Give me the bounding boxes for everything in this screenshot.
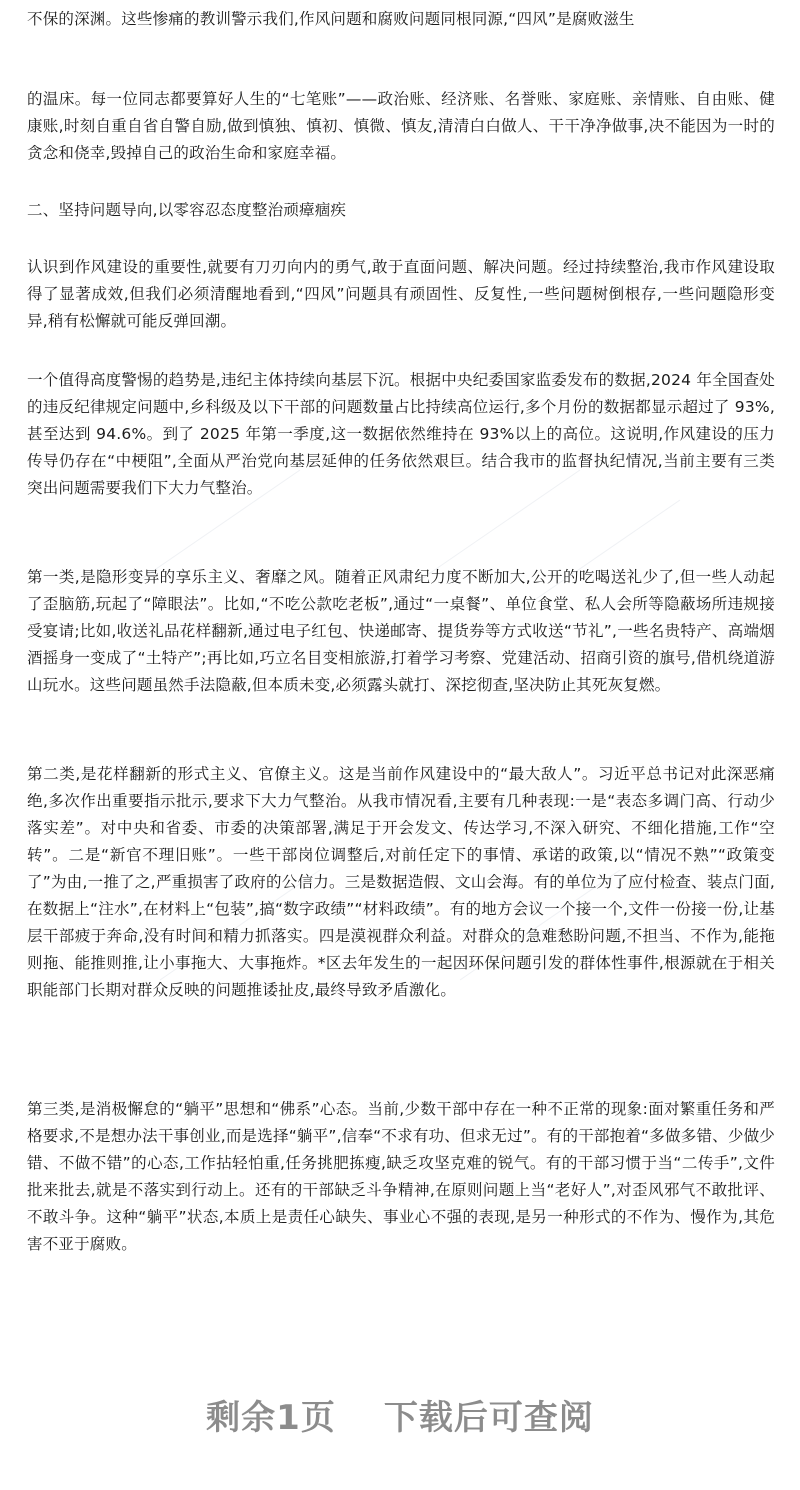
section-heading: 二、坚持问题导向,以零容忍态度整治顽瘴痼疾 <box>27 201 347 219</box>
remaining-pages-label: 剩余1页 <box>206 1398 336 1438</box>
paragraph-1: 的温床。每一位同志都要算好人生的“七笔账”——政治账、经济账、名誉账、家庭账、亲情账、自由账、健康账,时刻自重自省自警自励,做到慎独、慎初、慎微、慎友,清清白白做人、干干净净做事,决不能因为一时的贪念和侥幸,毁掉自己的政治生命和家庭幸福。 <box>27 90 775 162</box>
paragraph-4: 一个值得高度警惕的趋势是,违纪主体持续向基层下沉。根据中央纪委国家监委发布的数据,2024 年全国查处的违反纪律规定问题中,乡科级及以下干部的问题数量占比持续高位运行,多个月份的数据都显示超过了 93%,甚至达到 94.6%。到了 2025 年第一季度,这一数据依然维持在 93%以上的高位。这说明,作风建设的压力传导仍存在“中梗阻”,全面从严治党向基层延伸的任务依然艰巨。结合我市的监督执纪情况,当前主要有三类突出问题需要我们下大力气整治。 <box>27 371 775 497</box>
paragraph-5: 第一类,是隐形变异的享乐主义、奢靡之风。随着正风肃纪力度不断加大,公开的吃喝送礼少了,但一些人动起了歪脑筋,玩起了“障眼法”。比如,“不吃公款吃老板”,通过“一桌餐”、单位食堂、私人会所等隐蔽场所违规接受宴请;比如,收送礼品花样翻新,通过电子红包、快递邮寄、提货券等方式收送“节礼”,一些名贵特产、高端烟酒摇身一变成了“土特产”;再比如,巧立名目变相旅游,打着学习考察、党建活动、招商引资的旗号,借机绕道游山玩水。这些问题虽然手法隐蔽,但本质未变,必须露头就打、深挖彻查,坚决防止其死灰复燃。 <box>27 568 775 694</box>
download-to-view-label: 下载后可查阅 <box>383 1398 594 1438</box>
paragraph-0: 不保的深渊。这些惨痛的教训警示我们,作风问题和腐败问题同根同源,“四风”是腐败滋生 <box>27 10 635 28</box>
paragraph-6: 第二类,是花样翻新的形式主义、官僚主义。这是当前作风建设中的“最大敌人”。习近平总书记对此深恶痛绝,多次作出重要指示批示,要求下大力气整治。从我市情况看,主要有几种表现:一是“表态多调门高、行动少落实差”。对中央和省委、市委的决策部署,满足于开会发文、传达学习,不深入研究、不细化措施,工作“空转”。二是“新官不理旧账”。一些干部岗位调整后,对前任定下的事情、承诺的政策,以“情况不熟”“政策变了”为由,一推了之,严重损害了政府的公信力。三是数据造假、文山会海。有的单位为了应付检查、装点门面,在数据上“注水”,在材料上“包装”,搞“数字政绩”“材料政绩”。有的地方会议一个接一个,文件一份接一份,让基层干部疲于奔命,没有时间和精力抓落实。四是漠视群众利益。对群众的急难愁盼问题,不担当、不作为,能拖则拖、能推则推,让小事拖大、大事拖炸。*区去年发生的一起因环保问题引发的群体性事件,根源就在于相关职能部门长期对群众反映的问题推诿扯皮,最终导致矛盾激化。 <box>27 765 775 999</box>
paragraph-7: 第三类,是消极懈怠的“躺平”思想和“佛系”心态。当前,少数干部中存在一种不正常的现象:面对繁重任务和严格要求,不是想办法干事创业,而是选择“躺平”,信奉“不求有功、但求无过”。有的干部抱着“多做多错、少做少错、不做不错”的心态,工作拈轻怕重,任务挑肥拣瘦,缺乏攻坚克难的锐气。有的干部习惯于当“二传手”,文件批来批去,就是不落实到行动上。还有的干部缺乏斗争精神,在原则问题上当“老好人”,对歪风邪气不敢批评、不敢斗争。这种“躺平”状态,本质上是责任心缺失、事业心不强的表现,是另一种形式的不作为、慢作为,其危害不亚于腐败。 <box>27 1100 775 1253</box>
download-banner[interactable] <box>0 1390 800 1439</box>
paragraph-3: 认识到作风建设的重要性,就要有刀刃向内的勇气,敢于直面问题、解决问题。经过持续整治,我市作风建设取得了显著成效,但我们必须清醒地看到,“四风”问题具有顽固性、反复性,一些问题树倒根存,一些问题隐形变异,稍有松懈就可能反弹回潮。 <box>27 258 775 330</box>
